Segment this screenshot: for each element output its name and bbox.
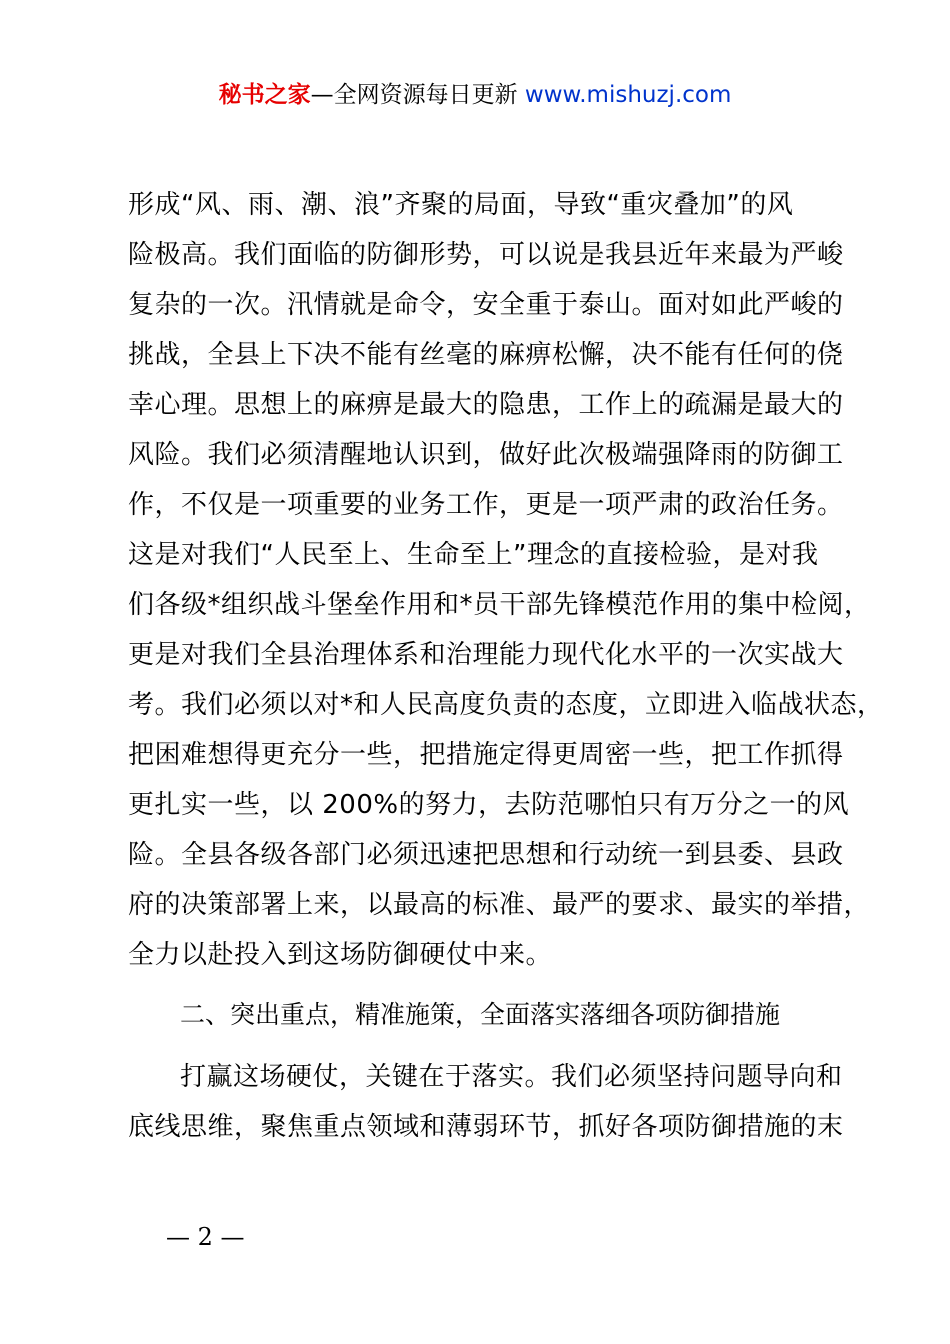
text-line: 更扎实一些，以 200%的努力，去防范哪怕只有万分之一的风 xyxy=(128,790,850,820)
text-line: 底线思维，聚焦重点领域和薄弱环节，抓好各项防御措施的末 xyxy=(128,1112,844,1142)
site-brand: 秘书之家 xyxy=(218,82,311,108)
text-line: 打赢这场硬仗，关键在于落实。我们必须坚持问题导向和 xyxy=(180,1062,843,1092)
text-line: 这是对我们“人民至上、生命至上”理念的直接检验，是对我 xyxy=(128,540,819,570)
text-line: 府的决策部署上来，以最高的标准、最严的要求、最实的举措， xyxy=(128,890,871,920)
text-line: 险极高。我们面临的防御形势，可以说是我县近年来最为严峻 xyxy=(128,240,844,270)
text-line: 把困难想得更充分一些，把措施定得更周密一些，把工作抓得 xyxy=(128,740,844,770)
text-line: 幸心理。思想上的麻痹是最大的隐患，工作上的疏漏是最大的 xyxy=(128,390,844,420)
site-slogan: —全网资源每日更新 xyxy=(310,82,518,108)
site-url-link[interactable]: www.mishuzj.com xyxy=(524,82,732,108)
site-header xyxy=(0,78,950,112)
text-line: 形成“风、雨、潮、浪”齐聚的局面，导致“重灾叠加”的风 xyxy=(128,190,794,220)
text-line: 作，不仅是一项重要的业务工作，更是一项严肃的政治任务。 xyxy=(128,490,844,520)
text-line: 全力以赴投入到这场防御硬仗中来。 xyxy=(128,940,553,970)
body-paragraph-1 xyxy=(128,180,884,980)
text-line: 们各级*组织战斗堡垒作用和*员干部先锋模范作用的集中检阅， xyxy=(128,590,871,620)
text-line: 险。全县各级各部门必须迅速把思想和行动统一到县委、县政 xyxy=(128,840,844,870)
section-heading: 二、突出重点，精准施策，全面落实落细各项防御措施 xyxy=(180,1000,781,1029)
page-number: — 2 — xyxy=(166,1223,245,1251)
text-line: 复杂的一次。汛情就是命令，安全重于泰山。面对如此严峻的 xyxy=(128,290,844,320)
text-line: 挑战，全县上下决不能有丝毫的麻痹松懈，决不能有任何的侥 xyxy=(128,340,844,370)
text-line: 更是对我们全县治理体系和治理能力现代化水平的一次实战大 xyxy=(128,640,844,670)
text-line: 考。我们必须以对*和人民高度负责的态度，立即进入临战状态， xyxy=(128,690,884,720)
text-line: 风险。我们必须清醒地认识到，做好此次极端强降雨的防御工 xyxy=(128,440,844,470)
body-paragraph-2 xyxy=(128,1052,844,1152)
